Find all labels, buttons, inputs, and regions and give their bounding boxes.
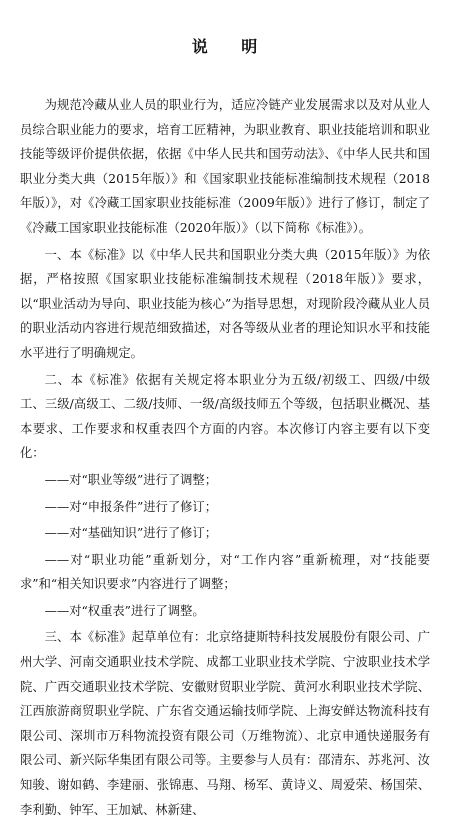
- section-two-paragraph: 二、本《标准》依据有关规定将本职业分为五级/初级工、四级/中级工、三级/高级工、二级/技师、一级/高级技师五个等级，包括职业概况、基本要求、工作要求和权重表四个方面的内容。本次修订内容主要有以下变化：: [20, 372, 430, 461]
- intro-paragraph: 为规范冷藏从业人员的职业行为，适应冷链产业发展需求以及对从业人员综合职业能力的要求，培育工匠精神，为职业教育、职业技能培训和职业技能等级评价提供依据，依据《中华人民共和国劳动法》、《中华人民共和国职业分类大典（2015年版）》和《国家职业技能标准编制技术规程（2018年版）》，对《冷藏工国家职业技能标准（2009年版）》进行了修订，制定了《冷藏工国家职业技能标准（2020年版）》（以下简称《标准》）。: [20, 98, 430, 235]
- change-item: ——对“申报条件”进行了修订；: [44, 499, 218, 514]
- change-item: ——对“基础知识”进行了修订；: [44, 526, 218, 541]
- section-one-paragraph: 一、本《标准》以《中华人民共和国职业分类大典（2015年版）》为依据，严格按照《国家职业技能标准编制技术规程（2018年版）》要求，以“职业活动为导向、职业技能为核心”为指导思想，对现阶段冷藏从业人员的职业活动内容进行规范细致描述，对各等级从业者的理论知识水平和技能水平进行了明确规定。: [20, 247, 430, 360]
- change-item: ——对“职业功能”重新划分，对“工作内容”重新梳理，对“技能要求”和“相关知识要求”内容进行了调整；: [20, 552, 430, 592]
- document-body: [20, 93, 430, 824]
- page-title: 说 明: [191, 37, 272, 56]
- change-item: ——对“职业等级”进行了调整；: [44, 472, 218, 487]
- section-three-paragraph: 三、本《标准》起草单位有：北京络捷斯特科技发展股份有限公司、广州大学、河南交通职业技术学院、成都工业职业技术学院、宁波职业技术学院、广西交通职业技术学院、安徽财贸职业学院、黄河水利职业技术学院、江西旅游商贸职业学院、广东省交通运输技师学院、上海安鲜达物流科技有限公司、深圳市万科物流投资有限公司（万维物流）、北京申通快递服务有限公司、新兴际华集团有限公司等。主要参与人员有：邵清东、苏兆河、汝知骏、谢如鹤、李建丽、张锦惠、马翔、杨军、黄诗义、周爱荣、杨国荣、李利勤、钟军、王加斌、林新建、: [20, 630, 430, 817]
- change-item: ——对“权重表”进行了调整。: [44, 603, 205, 618]
